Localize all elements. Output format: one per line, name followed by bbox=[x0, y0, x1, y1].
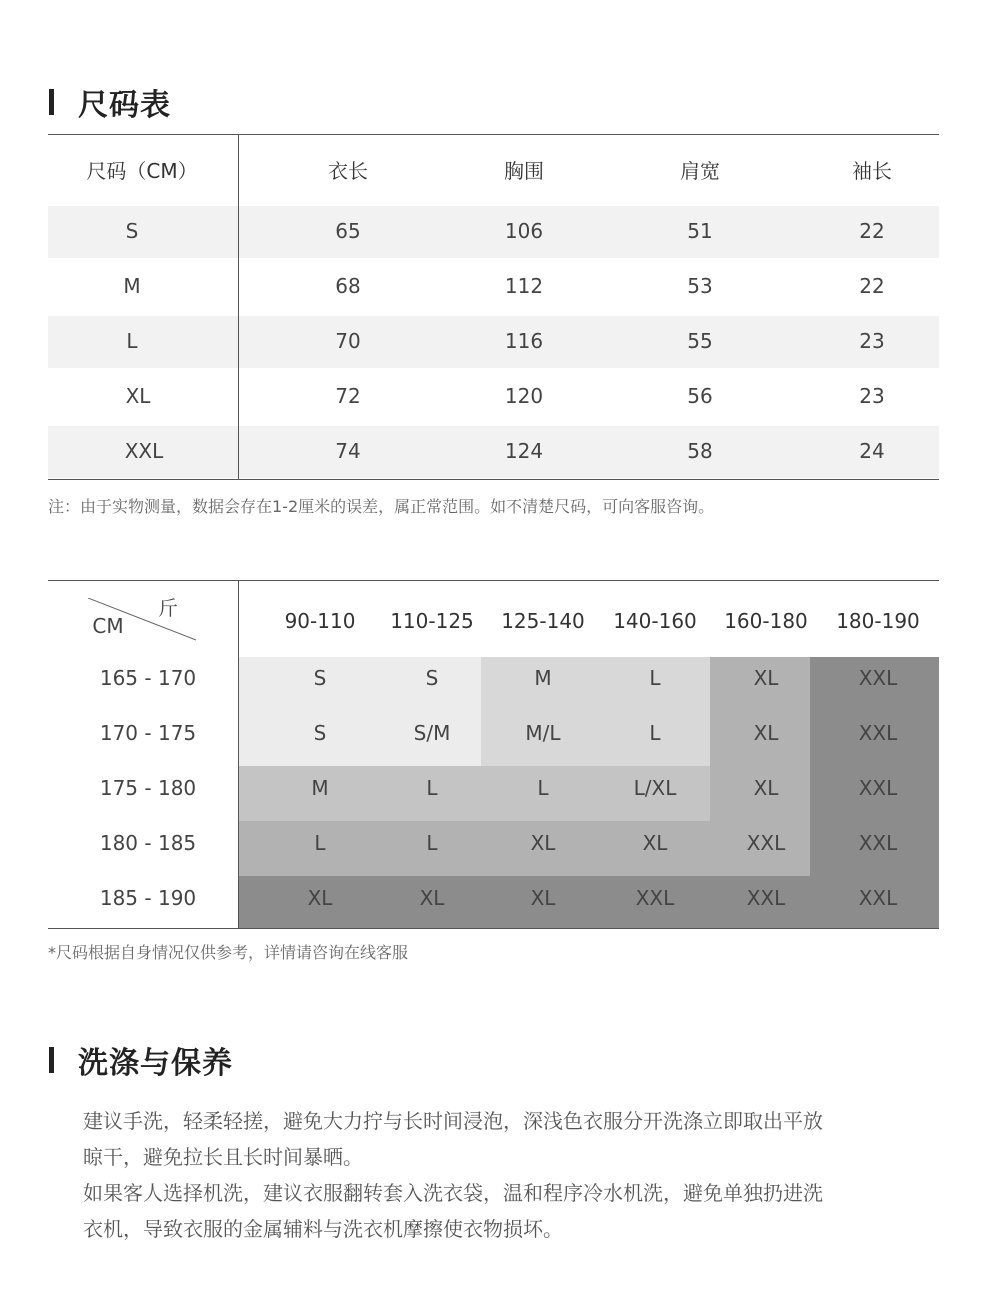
size-zone-block bbox=[239, 711, 373, 766]
corner-weight-label: 斤 bbox=[158, 596, 178, 620]
fit-size-cell: S bbox=[313, 666, 327, 690]
fit-size-cell: XL bbox=[530, 886, 556, 910]
fit-size-cell: XXL bbox=[858, 831, 898, 855]
table-divider bbox=[238, 580, 239, 929]
table-cell: 23 bbox=[859, 329, 885, 353]
fit-size-cell: M bbox=[534, 666, 552, 690]
fit-size-cell: XL bbox=[753, 666, 779, 690]
height-range: 165 - 170 bbox=[99, 666, 197, 690]
table-cell: 70 bbox=[335, 329, 361, 353]
fit-size-cell: XL bbox=[642, 831, 668, 855]
table-top-line bbox=[48, 580, 939, 581]
table-row-stripe bbox=[48, 426, 939, 478]
table-cell: 124 bbox=[504, 439, 544, 463]
weight-header: 140-160 bbox=[613, 609, 697, 633]
care-title bbox=[49, 1040, 233, 1080]
care-line: 如果客人选择机洗，建议衣服翻转套入洗衣袋，温和程序冷水机洗，避免单独扔进洗 bbox=[83, 1181, 823, 1205]
fit-size-cell: XL bbox=[530, 831, 556, 855]
table-cell: 22 bbox=[859, 219, 885, 243]
column-header: 胸围 bbox=[504, 159, 544, 183]
fit-size-cell: S/M bbox=[413, 721, 451, 745]
table-row-stripe bbox=[48, 316, 939, 368]
care-text bbox=[83, 1103, 913, 1247]
fit-size-cell: XXL bbox=[746, 886, 786, 910]
table-cell: 53 bbox=[687, 274, 713, 298]
size-zone-block bbox=[239, 821, 373, 876]
size-zone-block bbox=[239, 657, 373, 711]
table-cell: 51 bbox=[687, 219, 713, 243]
care-title-text: 洗涤与保养 bbox=[78, 1046, 233, 1081]
column-header: 肩宽 bbox=[680, 159, 720, 183]
fit-size-cell: XL bbox=[419, 886, 445, 910]
fit-size-cell: L bbox=[426, 831, 438, 855]
height-range: 170 - 175 bbox=[99, 721, 197, 745]
fit-table bbox=[48, 580, 939, 929]
table-cell: 58 bbox=[687, 439, 713, 463]
table-cell: 55 bbox=[687, 329, 713, 353]
size-zone-block bbox=[239, 766, 373, 821]
table-cell: 74 bbox=[335, 439, 361, 463]
fit-size-cell: M bbox=[311, 776, 329, 800]
size-label: L bbox=[126, 329, 138, 353]
title-bar bbox=[49, 89, 54, 115]
care-line: 衣机，导致衣服的金属辅料与洗衣机摩擦使衣物损坏。 bbox=[83, 1217, 563, 1241]
fit-size-cell: XXL bbox=[858, 776, 898, 800]
table-cell: 120 bbox=[504, 384, 544, 408]
table-cell: 106 bbox=[504, 219, 544, 243]
fit-size-cell: S bbox=[313, 721, 327, 745]
weight-header: 110-125 bbox=[390, 609, 474, 633]
corner-height-label: CM bbox=[92, 614, 124, 638]
weight-header: 90-110 bbox=[284, 609, 356, 633]
fit-size-cell: XL bbox=[307, 886, 333, 910]
fit-size-cell: XL bbox=[753, 776, 779, 800]
size-zone-block bbox=[239, 876, 373, 928]
size-table-note: 注：由于实物测量，数据会存在1-2厘米的误差，属正常范围。如不清楚尺码，可向客服咨询。 bbox=[48, 497, 715, 516]
column-header: 袖长 bbox=[852, 159, 892, 183]
fit-size-cell: L/XL bbox=[633, 776, 677, 800]
fit-size-cell: XXL bbox=[858, 721, 898, 745]
table-cell: 65 bbox=[335, 219, 361, 243]
height-range: 185 - 190 bbox=[99, 886, 197, 910]
care-line: 晾干，避免拉长且长时间暴晒。 bbox=[83, 1145, 363, 1169]
weight-header: 125-140 bbox=[501, 609, 585, 633]
fit-size-cell: M/L bbox=[525, 721, 561, 745]
fit-size-cell: L bbox=[649, 721, 661, 745]
fit-size-cell: S bbox=[425, 666, 439, 690]
table-cell: 68 bbox=[335, 274, 361, 298]
title-bar bbox=[49, 1047, 54, 1073]
size-label: XL bbox=[125, 384, 151, 408]
table-cell: 72 bbox=[335, 384, 361, 408]
fit-size-cell: XL bbox=[753, 721, 779, 745]
table-cell: 116 bbox=[504, 329, 544, 353]
weight-header: 180-190 bbox=[836, 609, 920, 633]
table-bottom-line bbox=[48, 479, 939, 480]
fit-size-cell: XXL bbox=[635, 886, 675, 910]
table-divider bbox=[238, 134, 239, 480]
table-cell: 22 bbox=[859, 274, 885, 298]
height-range: 175 - 180 bbox=[99, 776, 197, 800]
table-cell: 24 bbox=[859, 439, 885, 463]
size-table bbox=[48, 134, 939, 480]
column-header: 尺码（CM） bbox=[86, 159, 198, 183]
table-cell: 23 bbox=[859, 384, 885, 408]
height-range: 180 - 185 bbox=[99, 831, 197, 855]
fit-size-cell: L bbox=[649, 666, 661, 690]
table-cell: 56 bbox=[687, 384, 713, 408]
size-label: M bbox=[123, 274, 141, 298]
fit-size-cell: XXL bbox=[858, 886, 898, 910]
size-table-title bbox=[49, 82, 171, 122]
table-bottom-line bbox=[48, 928, 939, 929]
fit-size-cell: L bbox=[426, 776, 438, 800]
table-top-line bbox=[48, 134, 939, 135]
size-table-title-text: 尺码表 bbox=[78, 88, 171, 123]
fit-table-note: *尺码根据自身情况仅供参考，详情请咨询在线客服 bbox=[48, 943, 409, 962]
fit-size-cell: L bbox=[314, 831, 326, 855]
size-label: XXL bbox=[124, 439, 164, 463]
column-header: 衣长 bbox=[328, 159, 368, 183]
fit-size-cell: L bbox=[537, 776, 549, 800]
fit-size-cell: XXL bbox=[858, 666, 898, 690]
fit-size-cell: XXL bbox=[746, 831, 786, 855]
table-cell: 112 bbox=[504, 274, 544, 298]
weight-header: 160-180 bbox=[724, 609, 808, 633]
care-line: 建议手洗，轻柔轻搓，避免大力拧与长时间浸泡，深浅色衣服分开洗涤立即取出平放 bbox=[83, 1109, 823, 1133]
size-label: S bbox=[125, 219, 139, 243]
table-row-stripe bbox=[48, 206, 939, 258]
